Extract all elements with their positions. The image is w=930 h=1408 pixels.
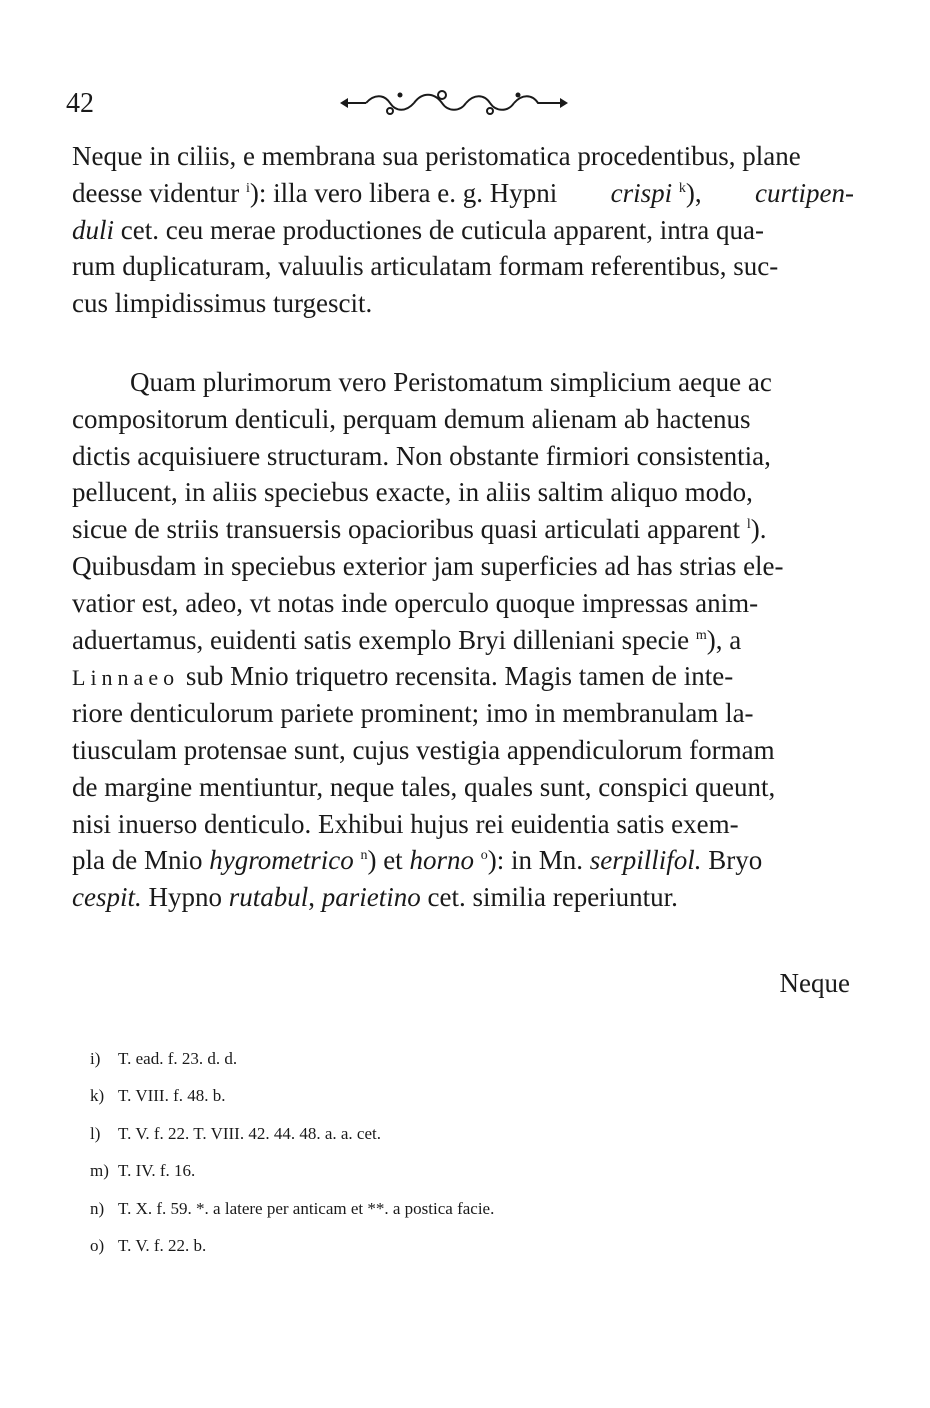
line-text: compositorum denticuli, perquam demum alienam ab hactenus xyxy=(72,403,751,434)
line-text: curtipen- xyxy=(755,177,854,208)
footnote-k: k) T. VIII. f. 48. b. xyxy=(90,1086,226,1106)
line-text: sicue de striis transuersis opacioribus quasi articulati apparent $^l$). xyxy=(72,514,767,545)
text-line xyxy=(72,769,854,806)
footnotes xyxy=(90,1040,494,1264)
footnote-o: o) T. V. f. 22. b. xyxy=(90,1236,207,1256)
text-line xyxy=(72,474,854,511)
text-line xyxy=(72,438,854,475)
text-line xyxy=(72,622,854,659)
footnote-ref: k xyxy=(678,180,686,196)
text-line xyxy=(72,695,854,732)
footnote-ref: l xyxy=(746,517,751,533)
footnote-i: i) T. ead. f. 23. d. d. xyxy=(90,1049,238,1068)
text-line xyxy=(72,138,854,175)
line-text: Quam plurimorum vero Peristomatum simplicium aeque ac xyxy=(130,367,772,397)
text-line xyxy=(72,175,854,212)
page-number: 42 xyxy=(66,88,94,119)
text-line xyxy=(72,364,854,401)
paragraph-2 xyxy=(72,364,854,916)
line-text: duli cet. ceu merae productiones de cuticula apparent, intra qua- xyxy=(72,214,764,245)
footnote-n: n) T. X. f. 59. *. a latere per anticam et **. a postica facie. xyxy=(90,1198,495,1218)
text-line xyxy=(72,806,854,843)
line-text: rum duplicaturam, valuulis articulatam formam referentibus, suc- xyxy=(72,251,779,282)
text-line xyxy=(72,285,854,322)
footnote-ref: m xyxy=(695,627,707,643)
line-text: deesse videntur $^i$): illa vero libera e. g. Hypni xyxy=(72,177,558,208)
line-text: Neque in ciliis, e membrana sua peristomatica procedentibus, plane xyxy=(72,141,801,171)
line-text: Linnaeo sub Mnio triquetro recensita. Magis tamen de inte- xyxy=(72,661,734,692)
line-text: dictis acquisiuere structuram. Non obstante firmiori consistentia, xyxy=(72,440,771,471)
line-text: crispi $^k$), xyxy=(610,177,702,208)
text-line xyxy=(72,548,854,585)
line-text: de margine mentiuntur, neque tales, quales sunt, conspici queunt, xyxy=(72,771,776,802)
line-text: nisi inuerso denticulo. Exhibui hujus rei euidentia satis exem- xyxy=(72,808,739,839)
text-line xyxy=(72,401,854,438)
footnote-ref: n xyxy=(360,848,368,864)
paragraph-1 xyxy=(72,138,854,322)
text-line xyxy=(72,212,854,249)
author-name: Linnaeo xyxy=(72,665,180,691)
line-text: aduertamus, euidenti satis exemplo Bryi dilleniani specie $^m$), a xyxy=(72,624,742,655)
line-text: tiusculam protensae sunt, cujus vestigia appendiculorum formam xyxy=(72,734,775,765)
text-line xyxy=(72,842,854,879)
text-line xyxy=(72,585,854,622)
footnote-m: m) T. IV. f. 16. xyxy=(90,1161,196,1181)
catchword: Neque xyxy=(779,968,850,998)
line-text: riore denticulorum pariete prominent; imo in membranulam la- xyxy=(72,698,754,729)
line-text: vatior est, adeo, vt notas inde operculo quoque impressas anim- xyxy=(72,587,759,618)
line-text: pla de Mnio hygrometrico $^n$) et horno $^o$): in Mn. serpillifol. Bryo xyxy=(72,845,763,876)
footnote-ref: i xyxy=(245,180,250,196)
line-text: pellucent, in aliis speciebus exacte, in aliis saltim aliquo modo, xyxy=(72,477,753,508)
footnote-l: l) T. V. f. 22. T. VIII. 42. 44. 48. a. a. cet. xyxy=(90,1123,381,1143)
text-line xyxy=(72,879,854,916)
line-text: Quibusdam in speciebus exterior jam superficies ad has strias ele- xyxy=(72,550,784,581)
ornament-icon xyxy=(338,86,570,120)
text-line xyxy=(72,658,854,695)
text-line xyxy=(72,248,854,285)
footnote-ref: o xyxy=(480,848,488,864)
line-text: cus limpidissimus turgescit. xyxy=(72,288,373,319)
text-line xyxy=(72,511,854,548)
text-line xyxy=(72,732,854,769)
line-text: cespit. Hypno rutabul, parietino cet. similia reperiuntur. xyxy=(72,882,678,913)
